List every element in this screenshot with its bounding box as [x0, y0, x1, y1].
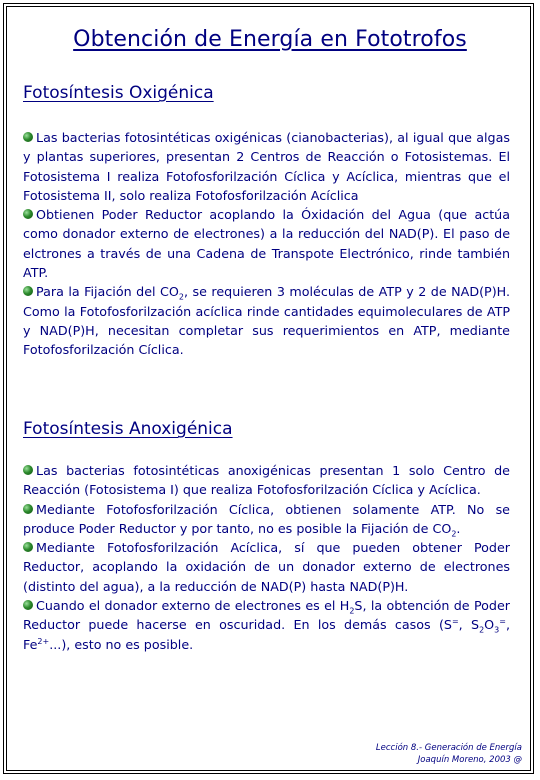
- section-anoxygenic: [23, 461, 510, 654]
- green-bullet-icon: [23, 542, 33, 552]
- heading-anoxygenic: Fotosíntesis Anoxigénica: [23, 419, 233, 439]
- footer-author: Joaquín Moreno, 2003 @: [417, 755, 522, 765]
- footer-lesson: Lección 8.- Generación de Energía: [375, 743, 522, 753]
- inner-frame: [6, 6, 531, 771]
- section-oxygenic: [23, 128, 510, 360]
- footer: [376, 742, 522, 766]
- paragraph-anoxygenic-2: Mediante Fotofosforilzación Cíclica, obtienen solamente ATP. No se produce Poder Reductor y por tanto, no es posible la Fijación de $CO_2$.: [23, 501, 510, 539]
- green-bullet-icon: [23, 600, 33, 610]
- green-bullet-icon: [23, 465, 33, 475]
- page-title: Obtención de Energía en Fototrofos: [73, 27, 467, 52]
- paragraph-oxygenic-1: Las bacterias fotosintéticas oxigénicas (cianobacterias), al igual que algas y plantas superiores, presentan 2 Centros de Reacción o Fotosistemas. El Fotosistema I realiza Fotofosforilzación Cíclica y Acíclica, mientras que el Fotosistema II, solo realiza Fotofosforilzación Acíclica: [23, 130, 510, 203]
- paragraph-anoxygenic-4: Cuando el donador externo de electrones es el $H_2S$, la obtención de Poder Reductor puede hacerse en oscuridad. En los demás casos (S=, $S_2O_3^=$, $Fe^{2+}$...), esto no es posible.: [23, 598, 510, 652]
- green-bullet-icon: [23, 209, 33, 219]
- paragraph-oxygenic-2: Obtienen Poder Reductor acoplando la Óxidación del Agua (que actúa como donador externo de electrones) a la reducción del NAD(P). El paso de elctrones a través de una Cadena de Transpote Electrónico, rinde también ATP.: [23, 207, 510, 281]
- paragraph-oxygenic-3: Para la Fijación del $CO_2$, se requieren 3 moléculas de ATP y 2 de NAD(P)H. Como la Fotofosforilzación acíclica rinde cantidades equimoleculares de ATP y NAD(P)H, necesitan completar sus requerimientos en ATP, mediante Fotofosforilzación Cíclica.: [23, 284, 510, 358]
- green-bullet-icon: [23, 504, 33, 514]
- paragraph-anoxygenic-1: Las bacterias fotosintéticas anoxigénicas presentan 1 solo Centro de Reacción (Fotosistema I) que realiza Fotofosforilzación Cíclica y Acíclica.: [23, 463, 510, 498]
- green-bullet-icon: [23, 286, 33, 296]
- green-bullet-icon: [23, 132, 33, 142]
- paragraph-anoxygenic-3: Mediante Fotofosforilzación Acíclica, sí que pueden obtener Poder Reductor, acoplando la oxidación de un donador externo de electrones (distinto del agua), a la reducción de NAD(P) hasta NAD(P)H.: [23, 540, 510, 594]
- heading-oxygenic: Fotosíntesis Oxigénica: [23, 83, 214, 103]
- page-frame: [3, 3, 534, 774]
